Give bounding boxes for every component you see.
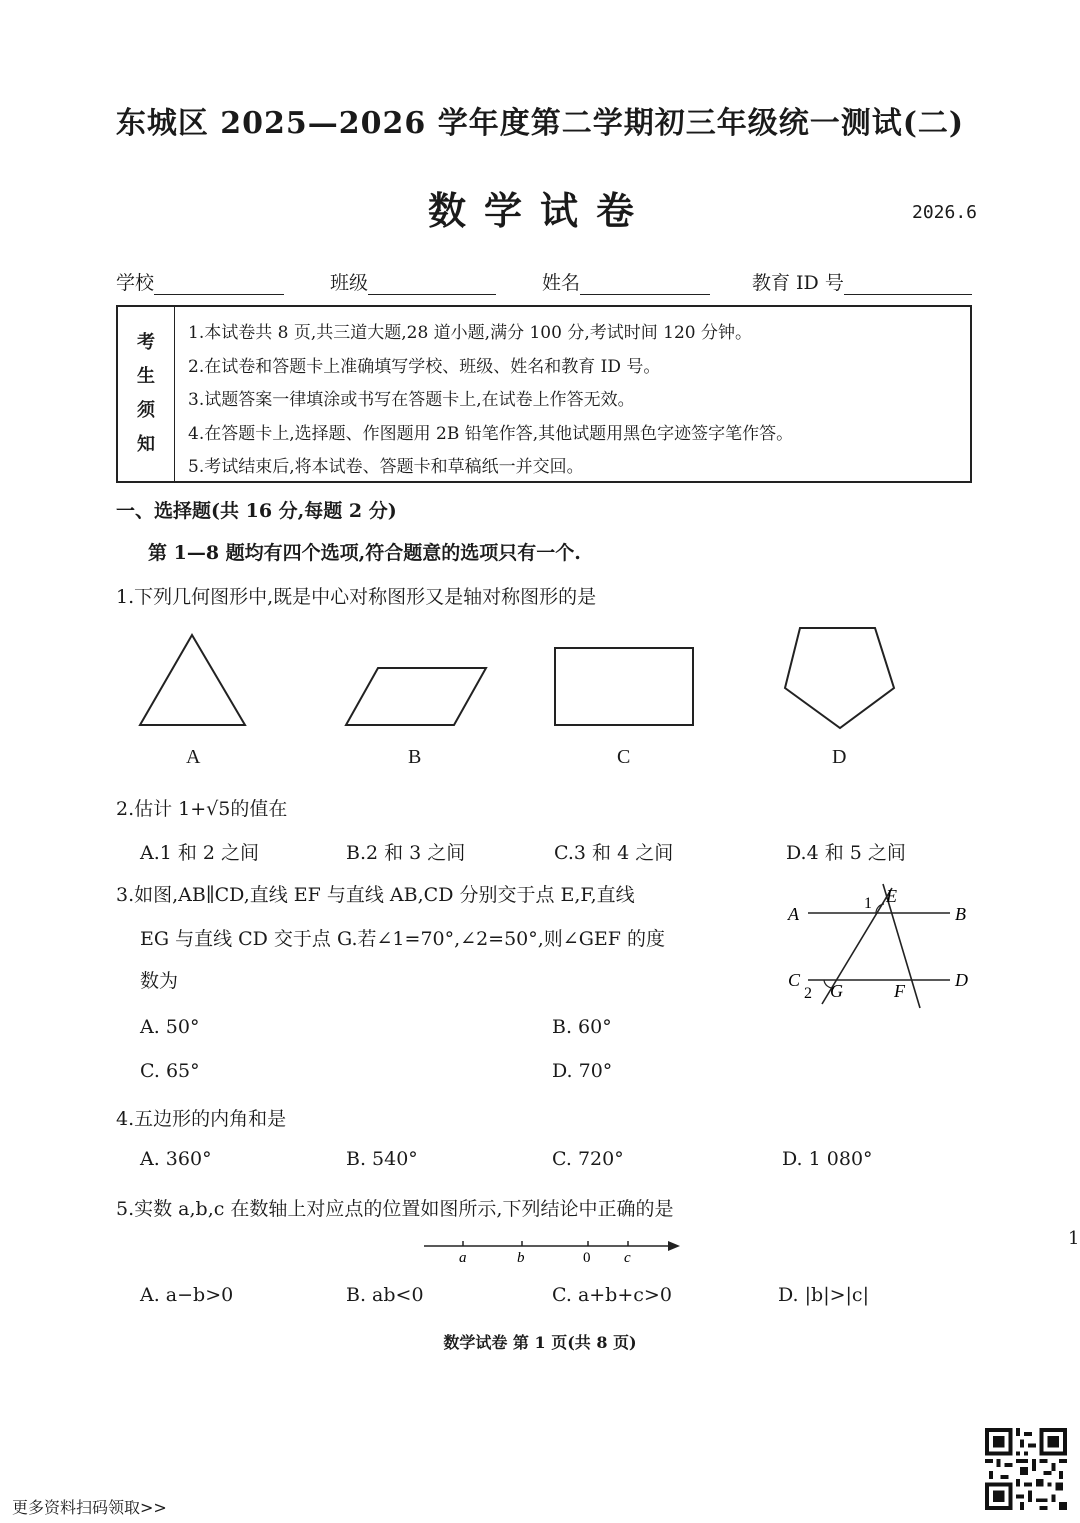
axis-label-c: c xyxy=(624,1250,631,1266)
figure-label-d: D xyxy=(832,746,847,768)
school-blank[interactable] xyxy=(154,272,284,295)
exam-title: 东城区 2025—2026 学年度第二学期初三年级统一测试(二) xyxy=(115,106,965,141)
q3-option-a[interactable]: A. 50° xyxy=(140,1016,200,1038)
number-line-figure xyxy=(420,1232,690,1268)
figure-label-b: B xyxy=(408,746,422,768)
diagram-label-d: D xyxy=(955,970,968,990)
name-field[interactable] xyxy=(542,268,710,295)
q2-option-d[interactable]: D.4 和 5 之间 xyxy=(786,842,906,864)
q3-option-b[interactable]: B. 60° xyxy=(552,1016,612,1038)
question-1-text: 1.下列几何图形中,既是中心对称图形又是轴对称图形的是 xyxy=(116,586,597,608)
q3-option-d[interactable]: D. 70° xyxy=(552,1060,613,1082)
question-3-line3: 数为 xyxy=(140,970,179,992)
school-label: 学校 xyxy=(116,272,155,294)
q2-option-b[interactable]: B.2 和 3 之间 xyxy=(346,842,466,864)
id-label: 教育 ID 号 xyxy=(752,272,844,294)
q5-option-b[interactable]: B. ab<0 xyxy=(346,1284,424,1306)
exam-subtitle: 数学试卷 xyxy=(427,188,652,233)
promo-text[interactable]: 更多资料扫码领取>> xyxy=(12,1498,167,1517)
q5-option-c[interactable]: C. a+b+c>0 xyxy=(552,1284,672,1306)
question-1-figures xyxy=(120,620,920,740)
triangle-figure xyxy=(140,635,245,725)
side-page-number: 1 xyxy=(1068,1228,1080,1249)
notice-item: 3.试题答案一律填涂或书写在答题卡上,在试卷上作答无效。 xyxy=(188,390,635,410)
axis-label-b: b xyxy=(517,1250,525,1266)
qr-code-icon[interactable] xyxy=(985,1428,1067,1510)
q5-option-d[interactable]: D. |b|>|c| xyxy=(778,1284,869,1306)
pentagon-figure xyxy=(785,628,894,728)
notice-label: 考 生 须 知 xyxy=(118,307,175,481)
q2-option-c[interactable]: C.3 和 4 之间 xyxy=(554,842,674,864)
q5-option-a[interactable]: A. a−b>0 xyxy=(140,1284,234,1306)
diagram-label-a: A xyxy=(788,904,799,924)
question-4-text: 4.五边形的内角和是 xyxy=(116,1108,287,1130)
diagram-label-g: G xyxy=(830,981,843,1001)
diagram-label-c: C xyxy=(788,970,801,990)
figure-label-a: A xyxy=(186,746,201,768)
diagram-label-e: E xyxy=(886,886,897,906)
q3-option-c[interactable]: C. 65° xyxy=(140,1060,200,1082)
question-3-line1: 3.如图,AB∥CD,直线 EF 与直线 AB,CD 分别交于点 E,F,直线 xyxy=(116,884,635,906)
parallelogram-figure xyxy=(346,668,486,725)
id-field[interactable] xyxy=(752,268,972,295)
exam-date: 2026.6 xyxy=(912,202,978,223)
axis-label-a: a xyxy=(459,1250,467,1266)
diagram-angle-1: 1 xyxy=(864,895,872,912)
diagram-label-b: B xyxy=(955,904,966,924)
exam-notice-box xyxy=(116,305,972,483)
section-heading: 一、选择题(共 16 分,每题 2 分) xyxy=(116,500,397,522)
q4-option-b[interactable]: B. 540° xyxy=(346,1148,418,1170)
class-label: 班级 xyxy=(330,272,369,294)
question-5-text: 5.实数 a,b,c 在数轴上对应点的位置如图所示,下列结论中正确的是 xyxy=(116,1198,674,1220)
class-blank[interactable] xyxy=(368,272,496,295)
question-3-diagram xyxy=(780,880,980,1010)
id-blank[interactable] xyxy=(844,272,972,295)
q4-option-d[interactable]: D. 1 080° xyxy=(782,1148,873,1170)
name-blank[interactable] xyxy=(580,272,710,295)
notice-item: 4.在答题卡上,选择题、作图题用 2B 铅笔作答,其他试题用黑色字迹签字笔作答。 xyxy=(188,423,794,444)
diagram-angle-2: 2 xyxy=(804,985,812,1002)
question-2-text: 2.估计 1+√5的值在 xyxy=(116,798,288,820)
q4-option-a[interactable]: A. 360° xyxy=(140,1148,212,1170)
notice-item: 5.考试结束后,将本试卷、答题卡和草稿纸一并交回。 xyxy=(188,457,584,477)
rectangle-figure xyxy=(555,648,693,725)
notice-items xyxy=(188,317,793,485)
q4-option-c[interactable]: C. 720° xyxy=(552,1148,624,1170)
q2-option-a[interactable]: A.1 和 2 之间 xyxy=(140,842,260,864)
school-field[interactable] xyxy=(116,268,284,295)
section-note: 第 1—8 题均有四个选项,符合题意的选项只有一个. xyxy=(148,542,581,564)
page-footer: 数学试卷 第 1 页(共 8 页) xyxy=(443,1333,637,1352)
figure-label-c: C xyxy=(617,746,631,768)
notice-item: 1.本试卷共 8 页,共三道大题,28 道小题,满分 100 分,考试时间 120 分钟。 xyxy=(188,323,753,343)
class-field[interactable] xyxy=(330,268,496,295)
question-3-line2: EG 与直线 CD 交于点 G.若∠1=70°,∠2=50°,则∠GEF 的度 xyxy=(140,928,665,950)
diagram-label-f: F xyxy=(894,981,905,1001)
axis-label-zero: 0 xyxy=(583,1250,591,1266)
name-label: 姓名 xyxy=(542,272,581,294)
notice-item: 2.在试卷和答题卡上准确填写学校、班级、姓名和教育 ID 号。 xyxy=(188,356,661,377)
